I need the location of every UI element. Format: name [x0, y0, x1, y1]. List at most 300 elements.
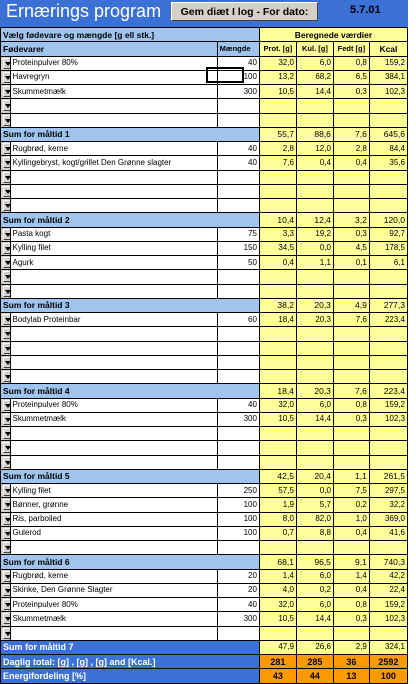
food-name-cell[interactable]: [10, 341, 217, 355]
quantity-cell[interactable]: [217, 284, 259, 298]
food-row: [1, 156, 408, 170]
col-kul-header: Kul. [g]: [296, 42, 333, 56]
protein-cell: [259, 441, 296, 455]
food-dropdown-cell[interactable]: [1, 441, 11, 455]
protein-cell: [259, 427, 296, 441]
food-name-cell[interactable]: [10, 113, 217, 127]
carb-cell: [296, 327, 333, 341]
quantity-cell[interactable]: 20: [217, 569, 259, 583]
food-dropdown-cell[interactable]: [1, 370, 11, 384]
chevron-down-icon[interactable]: [3, 528, 10, 539]
fat-cell: 0,4: [333, 526, 369, 540]
protein-cell: 10,5: [259, 412, 296, 426]
food-name-cell[interactable]: Agurk: [10, 256, 217, 270]
energy-distribution-row-label: Energifordeling [%]: [1, 669, 260, 683]
fat-cell: 0,1: [333, 256, 369, 270]
fat-cell: 1,4: [333, 569, 369, 583]
carb-cell: 0,0: [296, 484, 333, 498]
food-dropdown-cell[interactable]: [1, 113, 11, 127]
food-dropdown-cell[interactable]: [1, 455, 11, 469]
chevron-down-icon[interactable]: [3, 58, 10, 69]
col-qty-header: Mængde: [217, 42, 259, 56]
carb-cell: 14,4: [296, 412, 333, 426]
carb-cell: [296, 341, 333, 355]
fat-cell: 0,4: [333, 583, 369, 597]
food-dropdown-cell[interactable]: [1, 327, 11, 341]
chevron-down-icon[interactable]: [3, 499, 10, 510]
food-name-cell[interactable]: Bønner, grønne: [10, 498, 217, 512]
food-dropdown-cell[interactable]: [1, 484, 11, 498]
daily-total-row-label: Daglig total: [g] , [g] , [g] and [Kcal.]: [1, 655, 260, 669]
food-row: [1, 626, 408, 640]
carb-cell: [296, 199, 333, 213]
food-dropdown-cell[interactable]: [1, 241, 11, 255]
chevron-down-icon[interactable]: [3, 328, 10, 339]
fat-cell: 0,3: [333, 227, 369, 241]
quantity-cell[interactable]: 100: [217, 498, 259, 512]
sum-fat: 9,1: [333, 555, 369, 569]
protein-cell: 32,0: [259, 56, 296, 70]
sum-fat: 3,2: [333, 213, 369, 227]
food-name-cell[interactable]: [10, 184, 217, 198]
chevron-down-icon[interactable]: [3, 442, 10, 453]
food-name-cell[interactable]: Ris, parboiled: [10, 512, 217, 526]
quantity-cell[interactable]: [217, 626, 259, 640]
food-name-cell[interactable]: [10, 284, 217, 298]
col-fedt-header: Fedt [g]: [333, 42, 369, 56]
food-name-cell[interactable]: [10, 355, 217, 369]
quantity-cell[interactable]: [217, 113, 259, 127]
daily-total-row: [1, 655, 408, 669]
quantity-cell[interactable]: 40: [217, 156, 259, 170]
carb-cell: [296, 270, 333, 284]
food-dropdown-cell[interactable]: [1, 70, 11, 84]
food-name-cell[interactable]: [10, 541, 217, 555]
chevron-down-icon[interactable]: [3, 371, 10, 382]
quantity-cell[interactable]: 40: [217, 142, 259, 156]
kcal-cell: 102,3: [369, 85, 407, 99]
food-name-cell[interactable]: Skinke, Den Grønne Slagter: [10, 583, 217, 597]
sum-carb: 26,6: [296, 640, 333, 654]
quantity-cell[interactable]: 300: [217, 412, 259, 426]
kcal-cell: 41,6: [369, 526, 407, 540]
carb-cell: 5,7: [296, 498, 333, 512]
meal-sum-row: [1, 555, 408, 569]
fat-cell: 0,3: [333, 612, 369, 626]
chevron-down-icon[interactable]: [3, 400, 10, 411]
protein-cell: [259, 113, 296, 127]
protein-cell: [259, 327, 296, 341]
quantity-cell[interactable]: [217, 441, 259, 455]
chevron-down-icon[interactable]: [3, 115, 10, 126]
kcal-cell: 22,4: [369, 583, 407, 597]
protein-cell: 7,6: [259, 156, 296, 170]
sum-carb: 96,5: [296, 555, 333, 569]
sum-protein: 47,9: [259, 640, 296, 654]
chevron-down-icon[interactable]: [3, 485, 10, 496]
carb-cell: 6,0: [296, 598, 333, 612]
kcal-cell: [369, 327, 407, 341]
food-name-cell[interactable]: [10, 370, 217, 384]
fat-cell: [333, 355, 369, 369]
log-date: 5.7.01: [350, 4, 381, 16]
food-dropdown-cell[interactable]: [1, 526, 11, 540]
food-dropdown-cell[interactable]: [1, 398, 11, 412]
food-dropdown-cell[interactable]: [1, 583, 11, 597]
col-kcal-header: Kcal: [369, 42, 407, 56]
kcal-cell: [369, 284, 407, 298]
quantity-cell[interactable]: 60: [217, 313, 259, 327]
kcal-cell: 159,2: [369, 598, 407, 612]
food-row: [1, 113, 408, 127]
quantity-cell[interactable]: [217, 355, 259, 369]
quantity-cell[interactable]: [217, 184, 259, 198]
protein-cell: 2,8: [259, 142, 296, 156]
food-dropdown-cell[interactable]: [1, 270, 11, 284]
protein-cell: 4,0: [259, 583, 296, 597]
quantity-cell[interactable]: 75: [217, 227, 259, 241]
food-row: [1, 241, 408, 255]
carb-cell: 6,0: [296, 569, 333, 583]
kcal-cell: [369, 99, 407, 113]
quantity-cell[interactable]: 50: [217, 256, 259, 270]
sum-kcal: 277,3: [369, 298, 407, 312]
protein-cell: 18,4: [259, 313, 296, 327]
food-dropdown-cell[interactable]: [1, 598, 11, 612]
protein-cell: [259, 626, 296, 640]
chevron-down-icon[interactable]: [3, 457, 10, 468]
kcal-cell: [369, 455, 407, 469]
food-name-cell[interactable]: Rugbrød, kerne: [10, 142, 217, 156]
food-dropdown-cell[interactable]: [1, 541, 11, 555]
food-dropdown-cell[interactable]: [1, 99, 11, 113]
fat-cell: [333, 184, 369, 198]
food-name-cell[interactable]: Kylling filet: [10, 484, 217, 498]
quantity-cell[interactable]: [217, 327, 259, 341]
chevron-down-icon[interactable]: [3, 200, 10, 211]
kcal-cell: [369, 270, 407, 284]
sum-carb: 12,4: [296, 213, 333, 227]
quantity-cell[interactable]: 40: [217, 56, 259, 70]
food-dropdown-cell[interactable]: [1, 355, 11, 369]
food-row: [1, 398, 408, 412]
food-name-cell[interactable]: [10, 427, 217, 441]
fat-cell: [333, 441, 369, 455]
chevron-down-icon[interactable]: [3, 514, 10, 525]
protein-cell: 0,4: [259, 256, 296, 270]
meal-sum-label: Sum for måltid 6: [1, 555, 260, 569]
food-name-cell[interactable]: Proteinpulver 80%: [10, 398, 217, 412]
food-name-cell[interactable]: Bodylab Proteinbar: [10, 313, 217, 327]
chevron-down-icon[interactable]: [3, 428, 10, 439]
chevron-down-icon[interactable]: [3, 613, 10, 624]
food-name-cell[interactable]: Pasta kogt: [10, 227, 217, 241]
fat-cell: [333, 284, 369, 298]
kcal-cell: [369, 626, 407, 640]
food-name-cell[interactable]: [10, 270, 217, 284]
food-name-cell[interactable]: Skummetmælk: [10, 85, 217, 99]
quantity-cell[interactable]: [217, 341, 259, 355]
food-name-cell[interactable]: [10, 199, 217, 213]
daily-total-row-carb: 285: [296, 655, 333, 669]
sum-carb: 20,4: [296, 469, 333, 483]
kcal-cell: [369, 541, 407, 555]
carb-cell: 8,8: [296, 526, 333, 540]
quantity-cell[interactable]: 150: [217, 241, 259, 255]
chevron-down-icon[interactable]: [3, 571, 10, 582]
food-name-cell[interactable]: Skummetmælk: [10, 612, 217, 626]
daily-total-row-kcal: 2592: [369, 655, 407, 669]
fat-cell: 0,3: [333, 85, 369, 99]
food-row: [1, 270, 408, 284]
food-row: [1, 455, 408, 469]
protein-cell: 10,5: [259, 85, 296, 99]
food-dropdown-cell[interactable]: [1, 284, 11, 298]
food-row: [1, 85, 408, 99]
carb-cell: [296, 541, 333, 555]
food-row: [1, 583, 408, 597]
food-dropdown-cell[interactable]: [1, 412, 11, 426]
energy-distribution-row-fat: 13: [333, 669, 369, 683]
chevron-down-icon[interactable]: [3, 314, 10, 325]
protein-cell: 13,2: [259, 70, 296, 84]
fat-cell: [333, 113, 369, 127]
food-dropdown-cell[interactable]: [1, 313, 11, 327]
chevron-down-icon[interactable]: [3, 257, 10, 268]
protein-cell: 34,5: [259, 241, 296, 255]
protein-cell: 1,4: [259, 569, 296, 583]
food-dropdown-cell[interactable]: [1, 85, 11, 99]
chevron-down-icon[interactable]: [3, 229, 10, 240]
meal-sum-row: [1, 384, 408, 398]
quantity-cell[interactable]: 100: [217, 512, 259, 526]
sum-protein: 10,4: [259, 213, 296, 227]
fat-cell: [333, 370, 369, 384]
food-dropdown-cell[interactable]: [1, 199, 11, 213]
food-dropdown-cell[interactable]: [1, 170, 11, 184]
fat-cell: [333, 99, 369, 113]
quantity-cell[interactable]: 300: [217, 612, 259, 626]
fat-cell: [333, 199, 369, 213]
kcal-cell: 102,3: [369, 612, 407, 626]
fat-cell: 2,8: [333, 142, 369, 156]
food-name-cell[interactable]: Rugbrød, kerne: [10, 569, 217, 583]
food-name-cell[interactable]: Kyllingebryst, kogt/grillet Den Grønne slagter: [10, 156, 217, 170]
food-row: [1, 313, 408, 327]
kcal-cell: 223,4: [369, 313, 407, 327]
kcal-cell: 102,3: [369, 412, 407, 426]
quantity-cell[interactable]: [217, 370, 259, 384]
carb-cell: 12,0: [296, 142, 333, 156]
carb-cell: [296, 184, 333, 198]
food-name-cell[interactable]: [10, 327, 217, 341]
chevron-down-icon[interactable]: [3, 343, 10, 354]
window-edge: [408, 0, 416, 684]
sum-protein: 55,7: [259, 127, 296, 141]
chevron-down-icon[interactable]: [3, 542, 10, 553]
chevron-down-icon[interactable]: [3, 628, 10, 639]
sum-carb: 20,3: [296, 298, 333, 312]
fat-cell: 0,8: [333, 598, 369, 612]
protein-cell: 10,5: [259, 612, 296, 626]
col-food-header: Fødevarer: [1, 42, 218, 56]
col-prot-header: Prot. [g]: [259, 42, 296, 56]
food-row: [1, 199, 408, 213]
food-name-cell[interactable]: Skummetmælk: [10, 412, 217, 426]
kcal-cell: 369,0: [369, 512, 407, 526]
food-dropdown-cell[interactable]: [1, 142, 11, 156]
chevron-down-icon[interactable]: [3, 172, 10, 183]
food-dropdown-cell[interactable]: [1, 256, 11, 270]
save-diet-button[interactable]: Gem diæt I log - For dato:: [171, 2, 318, 21]
quantity-cell[interactable]: [217, 541, 259, 555]
chevron-down-icon[interactable]: [3, 143, 10, 154]
sum-kcal: 645,6: [369, 127, 407, 141]
food-name-cell[interactable]: [10, 626, 217, 640]
kcal-cell: 42,2: [369, 569, 407, 583]
food-sheet: [0, 27, 408, 684]
food-row: [1, 598, 408, 612]
food-dropdown-cell[interactable]: [1, 156, 11, 170]
food-name-cell[interactable]: Proteinpulver 80%: [10, 56, 217, 70]
quantity-cell[interactable]: [217, 270, 259, 284]
meal-sum-label: Sum for måltid 7: [1, 640, 260, 654]
protein-cell: 0,7: [259, 526, 296, 540]
protein-cell: [259, 284, 296, 298]
food-row: [1, 341, 408, 355]
carb-cell: 82,0: [296, 512, 333, 526]
meal-sum-row: [1, 640, 408, 654]
kcal-cell: 6,1: [369, 256, 407, 270]
chevron-down-icon[interactable]: [3, 100, 10, 111]
food-row: [1, 569, 408, 583]
protein-cell: [259, 99, 296, 113]
fat-cell: [333, 270, 369, 284]
food-row: [1, 512, 408, 526]
fat-cell: 6,5: [333, 70, 369, 84]
food-row: [1, 327, 408, 341]
chevron-down-icon[interactable]: [3, 186, 10, 197]
sum-kcal: 324,1: [369, 640, 407, 654]
food-row: [1, 484, 408, 498]
protein-cell: [259, 341, 296, 355]
chevron-down-icon[interactable]: [3, 357, 10, 368]
food-name-cell[interactable]: Havregryn: [10, 70, 217, 84]
chevron-down-icon[interactable]: [3, 86, 10, 97]
food-dropdown-cell[interactable]: [1, 626, 11, 640]
energy-distribution-row: [1, 669, 408, 683]
chevron-down-icon[interactable]: [3, 243, 10, 254]
food-row: [1, 412, 408, 426]
quantity-cell[interactable]: [217, 99, 259, 113]
chevron-down-icon[interactable]: [3, 599, 10, 610]
quantity-cell[interactable]: 100: [217, 526, 259, 540]
food-dropdown-cell[interactable]: [1, 184, 11, 198]
quantity-cell[interactable]: 300: [217, 85, 259, 99]
food-dropdown-cell[interactable]: [1, 227, 11, 241]
sum-fat: 1,1: [333, 469, 369, 483]
quantity-cell[interactable]: [217, 199, 259, 213]
carb-cell: 0,4: [296, 156, 333, 170]
energy-distribution-row-carb: 44: [296, 669, 333, 683]
quantity-cell[interactable]: 20: [217, 583, 259, 597]
food-name-cell[interactable]: Proteinpulver 80%: [10, 598, 217, 612]
kcal-cell: 384,1: [369, 70, 407, 84]
chevron-down-icon[interactable]: [3, 271, 10, 282]
food-dropdown-cell[interactable]: [1, 612, 11, 626]
kcal-cell: 159,2: [369, 56, 407, 70]
food-dropdown-cell[interactable]: [1, 341, 11, 355]
chevron-down-icon[interactable]: [3, 72, 10, 83]
food-row: [1, 184, 408, 198]
food-dropdown-cell[interactable]: [1, 512, 11, 526]
chevron-down-icon[interactable]: [3, 286, 10, 297]
daily-total-row-protein: 281: [259, 655, 296, 669]
fat-cell: [333, 327, 369, 341]
quantity-cell[interactable]: 100: [217, 70, 259, 84]
food-name-cell[interactable]: Gulerod: [10, 526, 217, 540]
carb-cell: [296, 170, 333, 184]
fat-cell: 7,6: [333, 313, 369, 327]
protein-cell: [259, 199, 296, 213]
food-name-cell[interactable]: [10, 170, 217, 184]
kcal-cell: 92,7: [369, 227, 407, 241]
quantity-cell[interactable]: 40: [217, 598, 259, 612]
quantity-cell[interactable]: 250: [217, 484, 259, 498]
carb-cell: [296, 626, 333, 640]
food-name-cell[interactable]: Kylling filet: [10, 241, 217, 255]
chevron-down-icon[interactable]: [3, 414, 10, 425]
food-row: [1, 526, 408, 540]
title-bar: [0, 0, 416, 27]
food-name-cell[interactable]: [10, 441, 217, 455]
food-row: [1, 56, 408, 70]
food-dropdown-cell[interactable]: [1, 427, 11, 441]
quantity-cell[interactable]: 40: [217, 398, 259, 412]
food-row: [1, 99, 408, 113]
quantity-cell[interactable]: [217, 455, 259, 469]
sum-carb: 20,3: [296, 384, 333, 398]
food-name-cell[interactable]: [10, 455, 217, 469]
fat-cell: [333, 541, 369, 555]
fat-cell: 0,2: [333, 498, 369, 512]
food-name-cell[interactable]: [10, 99, 217, 113]
chevron-down-icon[interactable]: [3, 157, 10, 168]
sum-kcal: 261,5: [369, 469, 407, 483]
sum-fat: 7,6: [333, 384, 369, 398]
carb-cell: [296, 427, 333, 441]
kcal-cell: [369, 184, 407, 198]
carb-cell: 1,1: [296, 256, 333, 270]
carb-cell: 14,4: [296, 612, 333, 626]
sum-protein: 42,5: [259, 469, 296, 483]
sum-kcal: 223,4: [369, 384, 407, 398]
food-dropdown-cell[interactable]: [1, 569, 11, 583]
chevron-down-icon[interactable]: [3, 585, 10, 596]
food-dropdown-cell[interactable]: [1, 56, 11, 70]
protein-cell: 57,5: [259, 484, 296, 498]
fat-cell: 1,0: [333, 512, 369, 526]
protein-cell: 32,0: [259, 398, 296, 412]
quantity-cell[interactable]: [217, 170, 259, 184]
fat-cell: [333, 341, 369, 355]
quantity-cell[interactable]: [217, 427, 259, 441]
food-dropdown-cell[interactable]: [1, 498, 11, 512]
fat-cell: 0,8: [333, 398, 369, 412]
food-row: [1, 612, 408, 626]
fat-cell: [333, 455, 369, 469]
sum-kcal: 740,3: [369, 555, 407, 569]
